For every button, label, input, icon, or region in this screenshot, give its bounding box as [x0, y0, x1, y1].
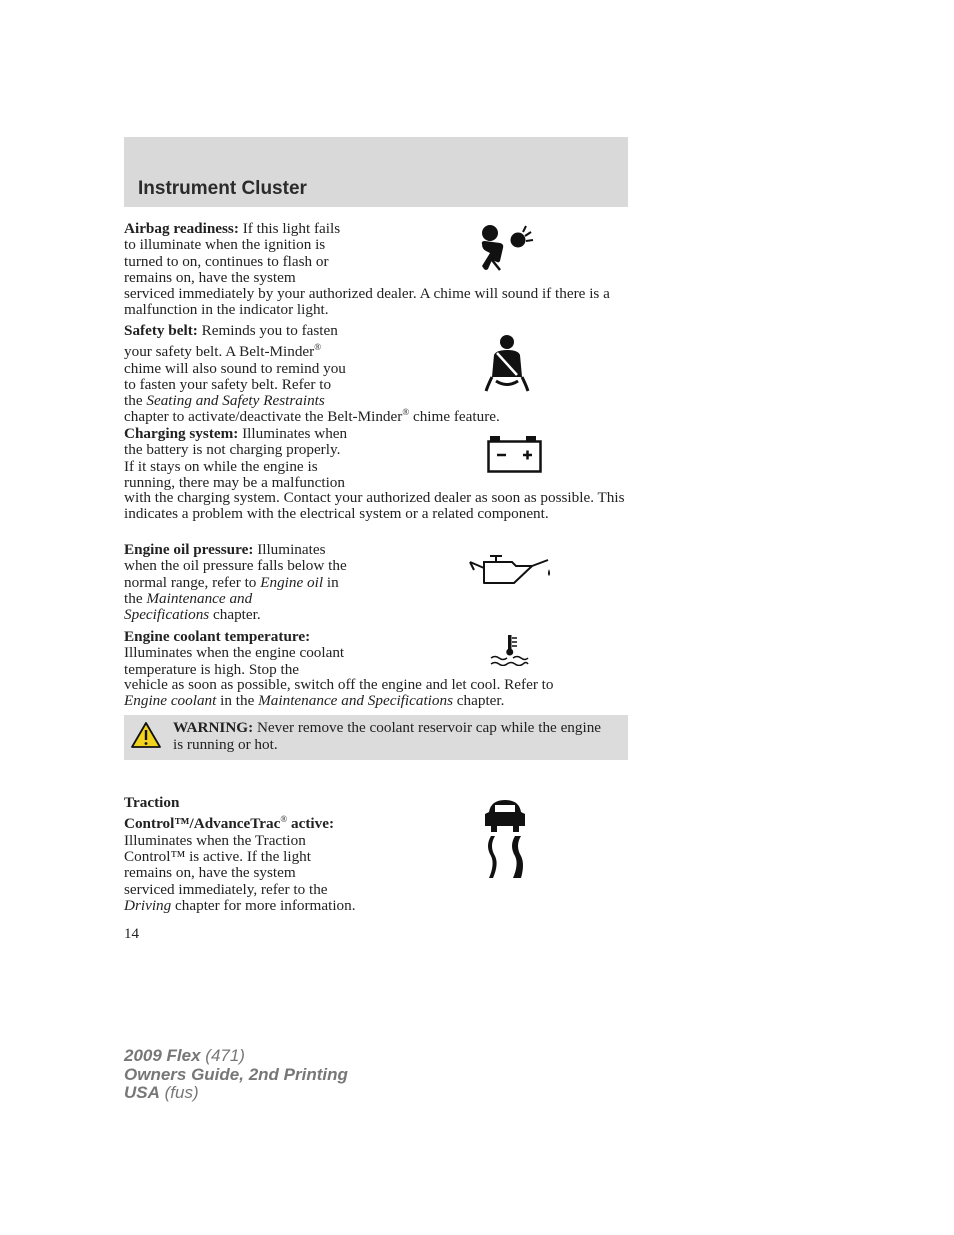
- oil-text-line: chapter.: [209, 606, 261, 624]
- safety-belt-text-line: Reminds you to fasten: [197, 322, 338, 339]
- coolant-continuation: [124, 677, 628, 710]
- safety-belt-continuation: [124, 404, 628, 425]
- chapter-reference: Seating and Safety Restraints: [146, 392, 325, 410]
- airbag-continuation: serviced immediately by your authorized dealer. A chime will sound if there is a malfunction in the indicator light.: [124, 285, 610, 319]
- traction-text-line: Control™ is active. If the light: [124, 847, 311, 865]
- charging-text-line: If it stays on while the engine is: [124, 457, 318, 475]
- oil-text-line: Illuminates: [253, 541, 326, 558]
- safety-belt-label: Safety belt:: [124, 322, 198, 339]
- coolant-paragraph: [124, 629, 384, 678]
- airbag-warning-icon: [478, 223, 534, 273]
- safety-belt-text-line: chime feature.: [409, 408, 500, 426]
- oil-text-line: normal range, refer to: [124, 573, 261, 591]
- airbag-label: Airbag readiness:: [124, 220, 239, 237]
- coolant-text-line: Illuminates when the engine coolant: [124, 644, 345, 662]
- traction-text-line: Illuminates when the Traction: [124, 831, 306, 849]
- safety-belt-text-line: the: [124, 392, 147, 410]
- chapter-reference: Specifications: [124, 606, 210, 624]
- coolant-label: Engine coolant temperature:: [124, 628, 311, 645]
- charging-text-line: the battery is not charging properly.: [124, 441, 341, 459]
- registered-mark: ®: [314, 342, 322, 353]
- traction-control-icon: [481, 796, 529, 880]
- footer-edition: Owners Guide, 2nd Printing: [124, 1064, 348, 1084]
- chapter-reference: Driving: [124, 896, 172, 914]
- oil-text-line: the: [124, 589, 147, 607]
- warning-label: WARNING:: [173, 719, 254, 736]
- airbag-text-line: If this light fails: [238, 220, 341, 237]
- safety-belt-paragraph: [124, 323, 384, 410]
- charging-text-line: running, there may be a malfunction: [124, 473, 345, 491]
- seatbelt-icon: [484, 333, 530, 393]
- page-title: Instrument Cluster: [138, 178, 307, 199]
- oil-can-icon: [468, 548, 554, 588]
- charging-label: Charging system:: [124, 425, 239, 442]
- coolant-text-line: in the: [216, 692, 259, 710]
- footer-model-code: (471): [200, 1046, 245, 1065]
- coolant-text-line: temperature is high. Stop the: [124, 660, 300, 678]
- airbag-text-line: remains on, have the system: [124, 268, 296, 286]
- traction-control-paragraph: [124, 795, 404, 914]
- footer-market-code: (fus): [159, 1083, 199, 1102]
- chapter-reference: Maintenance and Specifications: [258, 692, 453, 710]
- airbag-text-line: to illuminate when the ignition is: [124, 236, 326, 254]
- battery-icon: [486, 436, 544, 474]
- registered-mark: ®: [402, 407, 410, 417]
- footer-market: USA: [124, 1083, 160, 1102]
- coolant-text-line: chapter.: [453, 692, 505, 710]
- charging-paragraph: [124, 426, 384, 491]
- safety-belt-text-line: chapter to activate/deactivate the Belt-Minder: [124, 408, 403, 426]
- section-reference: Engine oil: [260, 573, 324, 591]
- warning-body: Never remove the coolant reservoir cap while the engine is running or hot.: [173, 719, 602, 753]
- oil-pressure-paragraph: [124, 542, 384, 623]
- airbag-paragraph: [124, 221, 384, 286]
- charging-text-line: Illuminates when: [238, 425, 348, 442]
- coolant-temperature-icon: [489, 634, 529, 666]
- warning-triangle-icon: [130, 721, 162, 749]
- warning-text: [173, 719, 613, 753]
- oil-pressure-label: Engine oil pressure:: [124, 541, 254, 558]
- publication-footer: [124, 1047, 348, 1103]
- safety-belt-text-line: chime will also sound to remind you: [124, 359, 346, 377]
- chapter-reference: Maintenance and: [146, 589, 253, 607]
- safety-belt-text-line: to fasten your safety belt. Refer to: [124, 375, 332, 393]
- oil-text-line: when the oil pressure falls below the: [124, 557, 347, 575]
- page-number: 14: [124, 926, 139, 942]
- registered-mark: ®: [280, 814, 288, 825]
- coolant-text-line: vehicle as soon as possible, switch off the engine and let cool. Refer to: [124, 676, 554, 693]
- traction-text-line: chapter for more information.: [171, 896, 356, 914]
- oil-text-line: in: [323, 573, 339, 591]
- footer-model: 2009 Flex: [124, 1046, 201, 1065]
- section-reference: Engine coolant: [124, 692, 217, 710]
- traction-label: Control™/AdvanceTrac: [124, 815, 281, 833]
- traction-label: active:: [287, 815, 335, 833]
- traction-text-line: remains on, have the system: [124, 864, 296, 882]
- airbag-text-line: turned to on, continues to flash or: [124, 252, 329, 270]
- safety-belt-text-line: your safety belt. A Belt-Minder: [124, 343, 315, 361]
- charging-continuation: with the charging system. Contact your authorized dealer as soon as possible. This indicates a problem with the electrical system or a related component.: [124, 489, 625, 523]
- traction-text-line: serviced immediately, refer to the: [124, 880, 328, 898]
- traction-label: Traction: [124, 794, 180, 811]
